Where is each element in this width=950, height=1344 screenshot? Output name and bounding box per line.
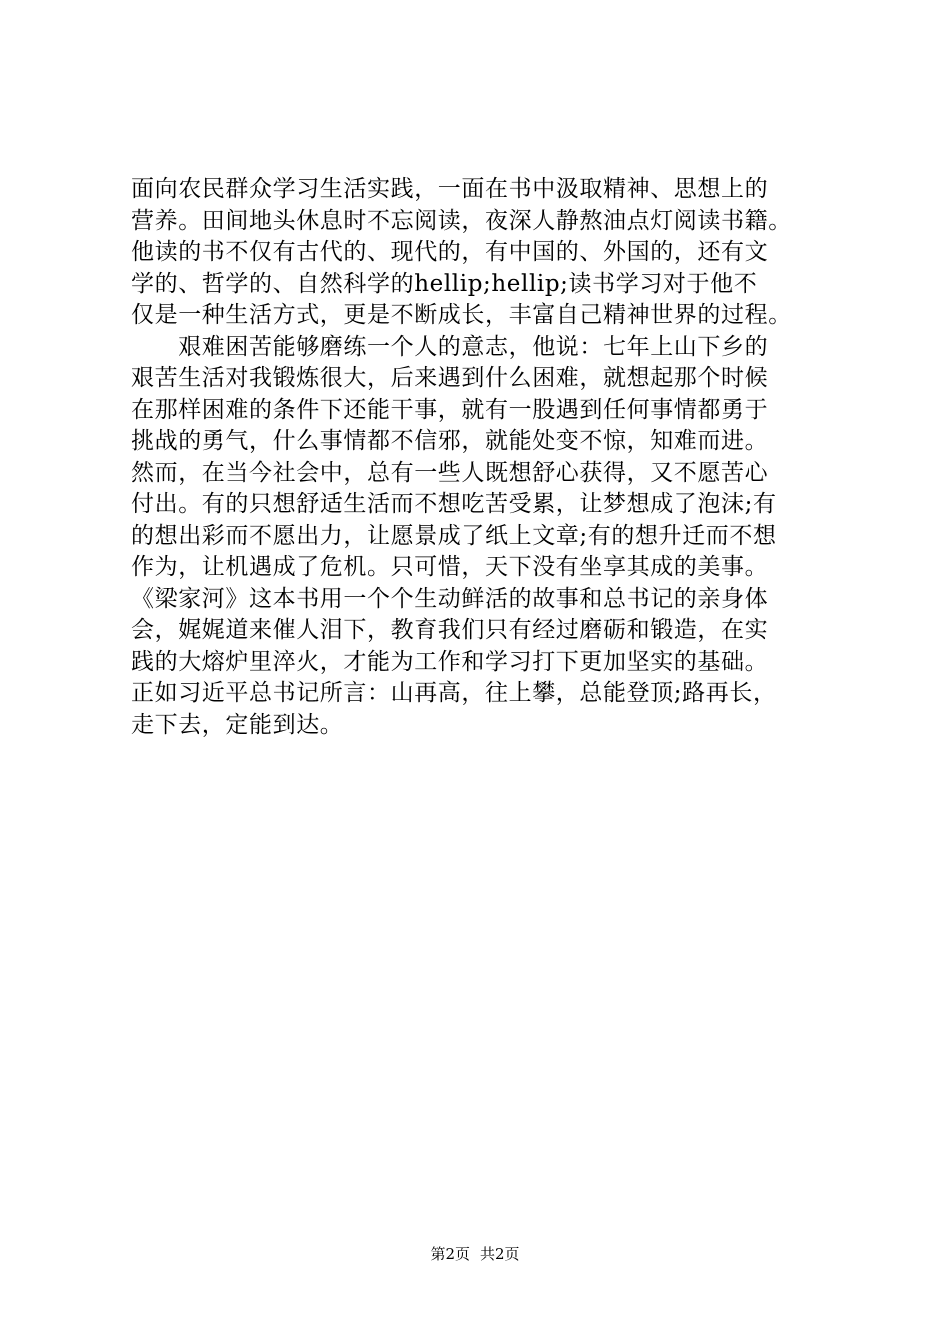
text-line: 在那样困难的条件下还能干事，就有一股遇到任何事情都勇于 bbox=[131, 396, 769, 423]
text-line: 营养。田间地头休息时不忘阅读，夜深人静熬油点灯阅读书籍。 bbox=[131, 207, 792, 234]
text-line: 走下去，定能到达。 bbox=[131, 711, 344, 738]
page-footer bbox=[0, 1244, 950, 1264]
page-number: 第2页 bbox=[430, 1245, 470, 1263]
text-line: 挑战的勇气，什么事情都不信邪，就能处变不惊，知难而进。 bbox=[131, 428, 769, 454]
text-line: 学的、哲学的、自然科学的hellip;hellip;读书学习对于他不 bbox=[131, 270, 758, 297]
text-line: 艰苦生活对我锻炼很大，后来遇到什么困难，就想起那个时候 bbox=[131, 365, 769, 391]
body-text bbox=[131, 174, 831, 741]
text-line: 作为，让机遇成了危机。只可惜，天下没有坐享其成的美事。 bbox=[131, 554, 769, 580]
text-line: 艰难困苦能够磨练一个人的意志，他说：七年上山下乡的 bbox=[131, 333, 769, 360]
text-line: 的想出彩而不愿出力，让愿景成了纸上文章;有的想升迁而不想 bbox=[131, 522, 777, 549]
text-line: 然而，在当今社会中，总有一些人既想舒心获得，又不愿苦心 bbox=[131, 459, 769, 486]
text-line: 仅是一种生活方式，更是不断成长，丰富自己精神世界的过程。 bbox=[131, 302, 792, 328]
page-total: 共2页 bbox=[480, 1245, 520, 1263]
text-line: 面向农民群众学习生活实践，一面在书中汲取精神、思想上的 bbox=[131, 176, 769, 202]
text-line: 正如习近平总书记所言：山再高，往上攀，总能登顶;路再长， bbox=[131, 680, 777, 706]
text-line: 《梁家河》这本书用一个个生动鲜活的故事和总书记的亲身体 bbox=[131, 585, 769, 612]
text-line: 他读的书不仅有古代的、现代的，有中国的、外国的，还有文 bbox=[131, 239, 769, 265]
text-line: 践的大熔炉里淬火，才能为工作和学习打下更加坚实的基础。 bbox=[131, 648, 769, 675]
text-line: 付出。有的只想舒适生活而不想吃苦受累，让梦想成了泡沫;有 bbox=[131, 491, 777, 517]
text-line: 会，娓娓道来催人泪下，教育我们只有经过磨砺和锻造，在实 bbox=[131, 617, 769, 643]
